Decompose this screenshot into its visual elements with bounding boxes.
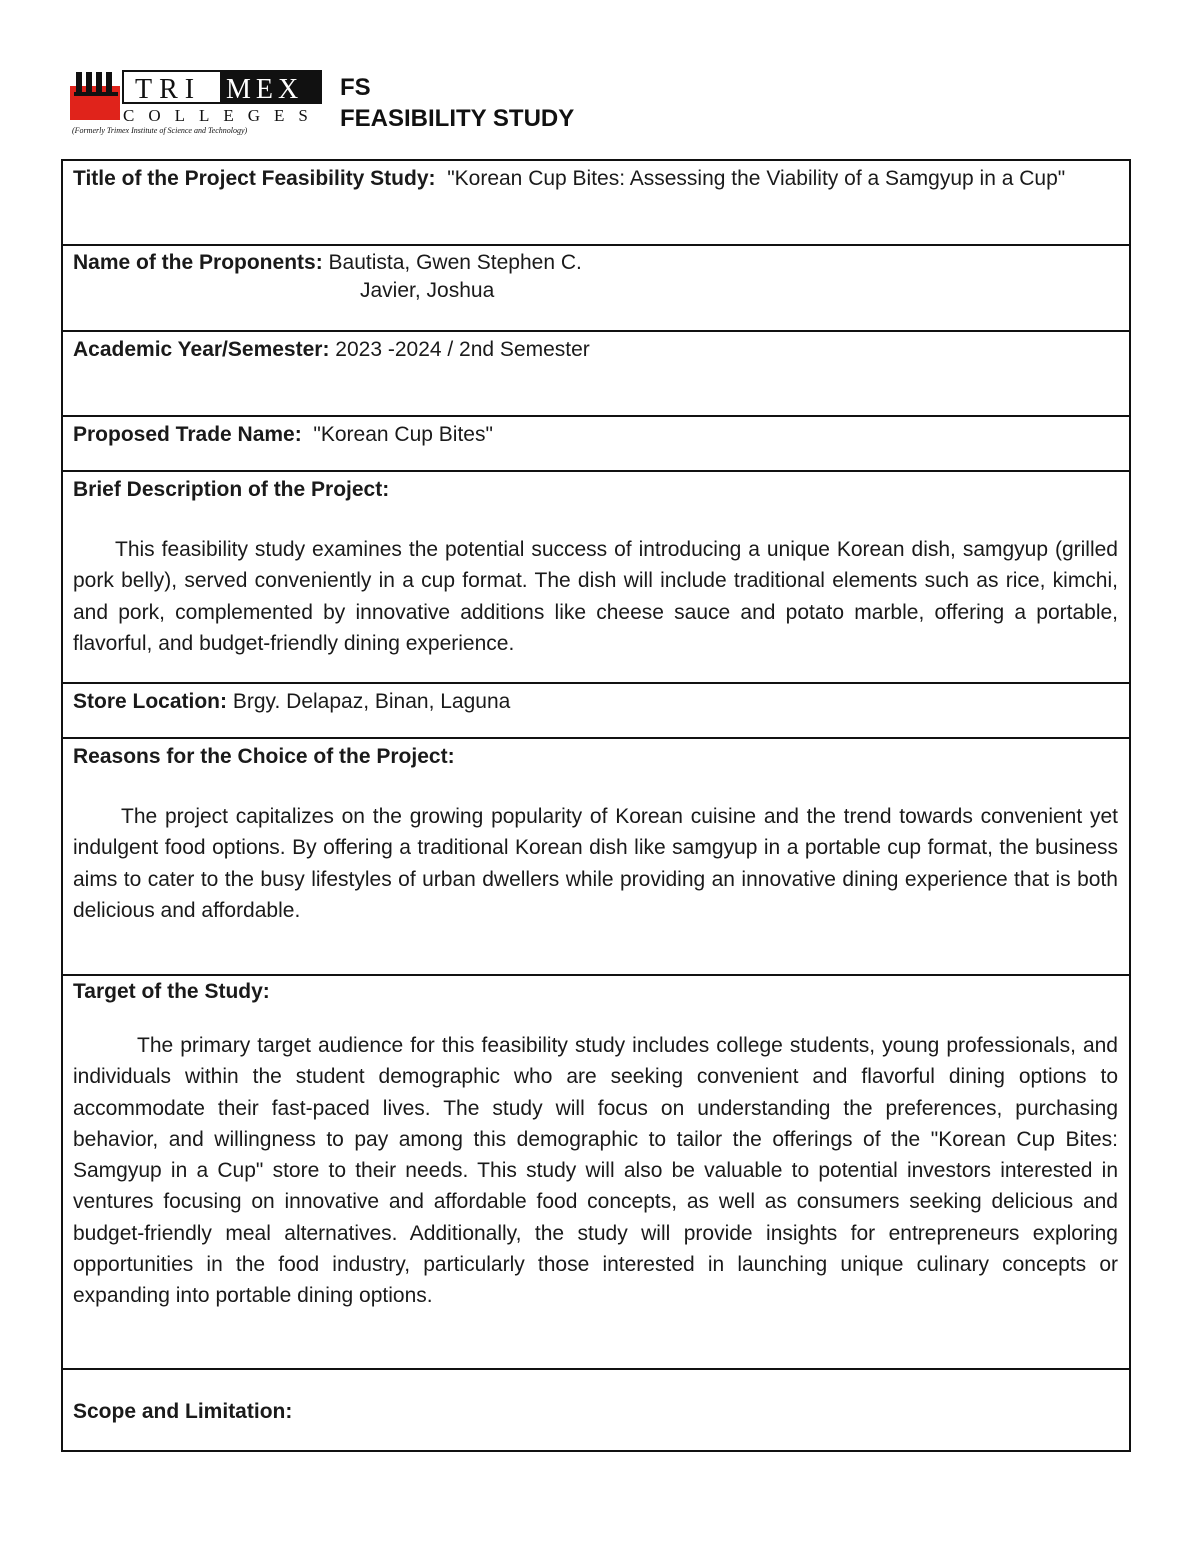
text-reasons: The project capitalizes on the growing popularity of Korean cuisine and the trend towards convenient yet indulgent food options. By offering a traditional Korean dish like samgyup in a portable cup format, the business aims to cater to the busy lifestyles of urban dwellers while providing an innovative dining experience that is both delicious and affordable. — [73, 805, 1118, 922]
logo-tagline: (Formerly Trimex Institute of Science and Technology) — [72, 126, 248, 135]
row-project-title — [63, 161, 1129, 246]
document-code: FS — [340, 74, 371, 101]
document-title: FEASIBILITY STUDY — [340, 105, 575, 132]
text-target-of-study: The primary target audience for this feasibility study includes college students, young professionals, and individuals within the student demographic who are seeking convenient and flavorful dining options to accommodate their fast-paced lives. The study will focus on understanding the preferences, purchasing behavior, and willingness to pay among this demographic to tailor the offerings of the "Korean Cup Bites: Samgyup in a Cup" store to their needs. This study will also be valuable to potential investors interested in ventures focusing on innovative and affordable food concepts, as well as consumers seeking delicious and budget-friendly meal alternatives. Additionally, the study will provide insights for entrepreneurs exploring opportunities in the food industry, particularly those interested in launching unique culinary concepts or expanding into portable dining options. — [73, 1034, 1118, 1308]
value-trade-name: "Korean Cup Bites" — [313, 423, 493, 446]
label-target-of-study: Target of the Study: — [73, 980, 270, 1003]
value-project-title: "Korean Cup Bites: Assessing the Viability of a Samgyup in a Cup" — [447, 167, 1066, 190]
label-store-location: Store Location: — [73, 690, 228, 713]
feasibility-form-table — [61, 159, 1131, 1452]
value-store-location: Brgy. Delapaz, Binan, Laguna — [232, 690, 511, 713]
row-brief-description — [63, 472, 1129, 684]
label-brief-description: Brief Description of the Project: — [73, 478, 390, 501]
value-proponent-1: Bautista, Gwen Stephen C. — [328, 251, 582, 274]
row-scope-limitation — [63, 1370, 1129, 1450]
value-academic-year: 2023 -2024 / 2nd Semester — [335, 338, 590, 361]
label-project-title: Title of the Project Feasibility Study: — [73, 167, 436, 190]
document-header — [70, 70, 690, 140]
logo-text-tri: TRI — [135, 74, 202, 105]
row-reasons — [63, 739, 1129, 976]
label-scope-limitation: Scope and Limitation: — [73, 1400, 293, 1423]
label-academic-year: Academic Year/Semester: — [73, 338, 330, 361]
row-proponents — [63, 246, 1129, 332]
value-proponent-2: Javier, Joshua — [360, 279, 495, 302]
label-proponents: Name of the Proponents: — [73, 251, 323, 274]
trimex-colleges-logo — [70, 70, 326, 136]
text-brief-description: This feasibility study examines the potential success of introducing a unique Korean dish, samgyup (grilled pork belly), served conveniently in a cup format. The dish will include traditional elements such as rice, kimchi, and pork, complemented by innovative additions like cheese sauce and potato marble, offering a portable, flavorful, and budget-friendly dining experience. — [73, 538, 1118, 655]
label-reasons: Reasons for the Choice of the Project: — [73, 745, 455, 768]
row-trade-name — [63, 417, 1129, 472]
row-store-location — [63, 684, 1129, 739]
row-academic-year — [63, 332, 1129, 417]
logo-text-colleges: COLLEGES — [123, 106, 322, 125]
label-trade-name: Proposed Trade Name: — [73, 423, 302, 446]
logo-text-mex: MEX — [226, 74, 304, 105]
row-target-of-study — [63, 976, 1129, 1370]
